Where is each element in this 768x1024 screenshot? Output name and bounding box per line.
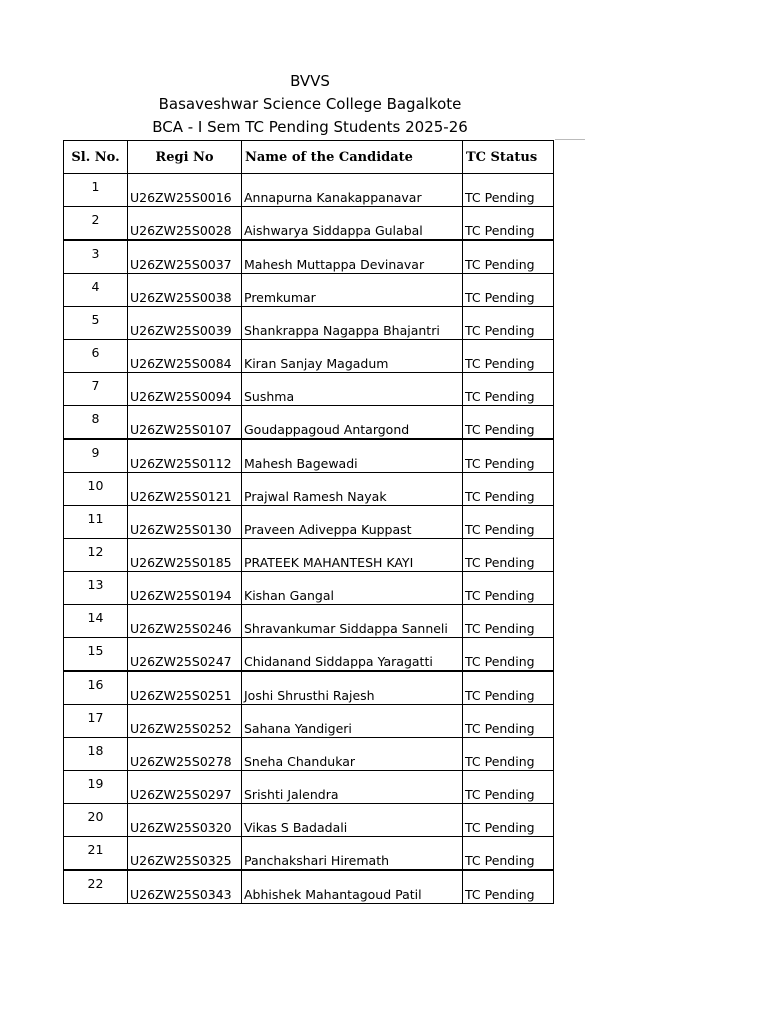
table-row	[64, 671, 554, 705]
sl-no-cell: 16	[64, 671, 128, 705]
candidate-name-cell: Prajwal Ramesh Nayak	[242, 473, 463, 506]
regi-no-cell: U26ZW25S0194	[128, 572, 242, 605]
tc-status-cell: TC Pending	[463, 506, 554, 539]
candidate-name-cell: Praveen Adiveppa Kuppast	[242, 506, 463, 539]
candidate-name-cell: Kiran Sanjay Magadum	[242, 340, 463, 373]
tc-status-cell: TC Pending	[463, 705, 554, 738]
candidate-name-cell: Panchakshari Hiremath	[242, 837, 463, 871]
header-rule	[555, 139, 585, 140]
candidate-name-cell: Shravankumar Siddappa Sanneli	[242, 605, 463, 638]
column-header-tc-status: TC Status	[463, 141, 554, 174]
sl-no-cell: 4	[64, 274, 128, 307]
table-row	[64, 705, 554, 738]
sl-no-cell: 8	[64, 406, 128, 440]
sl-no-cell: 6	[64, 340, 128, 373]
tc-status-cell: TC Pending	[463, 837, 554, 871]
sl-no-cell: 2	[64, 207, 128, 241]
regi-no-cell: U26ZW25S0039	[128, 307, 242, 340]
regi-no-cell: U26ZW25S0246	[128, 605, 242, 638]
tc-pending-table	[63, 140, 554, 904]
candidate-name-cell: Chidanand Siddappa Yaragatti	[242, 638, 463, 672]
regi-no-cell: U26ZW25S0297	[128, 771, 242, 804]
sl-no-cell: 15	[64, 638, 128, 672]
tc-status-cell: TC Pending	[463, 174, 554, 207]
sl-no-cell: 7	[64, 373, 128, 406]
table-row	[64, 638, 554, 672]
regi-no-cell: U26ZW25S0278	[128, 738, 242, 771]
table-row	[64, 870, 554, 904]
candidate-name-cell: Sneha Chandukar	[242, 738, 463, 771]
sl-no-cell: 17	[64, 705, 128, 738]
tc-status-cell: TC Pending	[463, 240, 554, 274]
column-header-candidate-name: Name of the Candidate	[242, 141, 463, 174]
tc-status-cell: TC Pending	[463, 804, 554, 837]
regi-no-cell: U26ZW25S0251	[128, 671, 242, 705]
regi-no-cell: U26ZW25S0037	[128, 240, 242, 274]
regi-no-cell: U26ZW25S0028	[128, 207, 242, 241]
table-row	[64, 307, 554, 340]
table-row	[64, 539, 554, 572]
sl-no-cell: 14	[64, 605, 128, 638]
sl-no-cell: 18	[64, 738, 128, 771]
table-row	[64, 506, 554, 539]
candidate-name-cell: Kishan Gangal	[242, 572, 463, 605]
table-row	[64, 837, 554, 871]
regi-no-cell: U26ZW25S0112	[128, 439, 242, 473]
sl-no-cell: 1	[64, 174, 128, 207]
table-row	[64, 804, 554, 837]
regi-no-cell: U26ZW25S0343	[128, 870, 242, 904]
candidate-name-cell: Annapurna Kanakappanavar	[242, 174, 463, 207]
regi-no-cell: U26ZW25S0094	[128, 373, 242, 406]
table-row	[64, 439, 554, 473]
table-row	[64, 207, 554, 241]
table-row	[64, 174, 554, 207]
candidate-name-cell: Srishti Jalendra	[242, 771, 463, 804]
table-row	[64, 605, 554, 638]
table-row	[64, 373, 554, 406]
regi-no-cell: U26ZW25S0016	[128, 174, 242, 207]
tc-status-cell: TC Pending	[463, 738, 554, 771]
sl-no-cell: 21	[64, 837, 128, 871]
candidate-name-cell: Vikas S Badadali	[242, 804, 463, 837]
column-header-sl-no: Sl. No.	[64, 141, 128, 174]
candidate-name-cell: Joshi Shrusthi Rajesh	[242, 671, 463, 705]
candidate-name-cell: Aishwarya Siddappa Gulabal	[242, 207, 463, 241]
document-header	[0, 70, 620, 139]
regi-no-cell: U26ZW25S0252	[128, 705, 242, 738]
tc-status-cell: TC Pending	[463, 439, 554, 473]
table-row	[64, 406, 554, 440]
tc-status-cell: TC Pending	[463, 473, 554, 506]
college-name: Basaveshwar Science College Bagalkote	[158, 95, 462, 113]
table-row	[64, 771, 554, 804]
candidate-name-cell: PRATEEK MAHANTESH KAYI	[242, 539, 463, 572]
sl-no-cell: 5	[64, 307, 128, 340]
tc-status-cell: TC Pending	[463, 207, 554, 241]
tc-status-cell: TC Pending	[463, 539, 554, 572]
candidate-name-cell: Premkumar	[242, 274, 463, 307]
sl-no-cell: 13	[64, 572, 128, 605]
sl-no-cell: 20	[64, 804, 128, 837]
candidate-name-cell: Abhishek Mahantagoud Patil	[242, 870, 463, 904]
tc-status-cell: TC Pending	[463, 406, 554, 440]
table-row	[64, 738, 554, 771]
table-header-row	[64, 141, 554, 174]
tc-status-cell: TC Pending	[463, 638, 554, 672]
candidate-name-cell: Mahesh Muttappa Devinavar	[242, 240, 463, 274]
table-row	[64, 572, 554, 605]
tc-status-cell: TC Pending	[463, 771, 554, 804]
sl-no-cell: 9	[64, 439, 128, 473]
candidate-name-cell: Sushma	[242, 373, 463, 406]
regi-no-cell: U26ZW25S0084	[128, 340, 242, 373]
tc-status-cell: TC Pending	[463, 605, 554, 638]
candidate-name-cell: Shankrappa Nagappa Bhajantri	[242, 307, 463, 340]
table-row	[64, 473, 554, 506]
column-header-regi-no: Regi No	[128, 141, 242, 174]
candidate-name-cell: Mahesh Bagewadi	[242, 439, 463, 473]
tc-status-cell: TC Pending	[463, 373, 554, 406]
sl-no-cell: 19	[64, 771, 128, 804]
candidate-name-cell: Sahana Yandigeri	[242, 705, 463, 738]
sl-no-cell: 22	[64, 870, 128, 904]
regi-no-cell: U26ZW25S0038	[128, 274, 242, 307]
tc-status-cell: TC Pending	[463, 340, 554, 373]
tc-status-cell: TC Pending	[463, 307, 554, 340]
tc-status-cell: TC Pending	[463, 274, 554, 307]
tc-status-cell: TC Pending	[463, 870, 554, 904]
regi-no-cell: U26ZW25S0121	[128, 473, 242, 506]
table-row	[64, 340, 554, 373]
sl-no-cell: 10	[64, 473, 128, 506]
sl-no-cell: 12	[64, 539, 128, 572]
sl-no-cell: 3	[64, 240, 128, 274]
regi-no-cell: U26ZW25S0185	[128, 539, 242, 572]
regi-no-cell: U26ZW25S0320	[128, 804, 242, 837]
regi-no-cell: U26ZW25S0130	[128, 506, 242, 539]
table-row	[64, 274, 554, 307]
org-name: BVVS	[290, 72, 330, 90]
regi-no-cell: U26ZW25S0107	[128, 406, 242, 440]
sl-no-cell: 11	[64, 506, 128, 539]
table-body	[64, 174, 554, 904]
tc-status-cell: TC Pending	[463, 671, 554, 705]
regi-no-cell: U26ZW25S0325	[128, 837, 242, 871]
list-title: BCA - I Sem TC Pending Students 2025-26	[152, 118, 468, 136]
regi-no-cell: U26ZW25S0247	[128, 638, 242, 672]
candidate-name-cell: Goudappagoud Antargond	[242, 406, 463, 440]
tc-status-cell: TC Pending	[463, 572, 554, 605]
table-row	[64, 240, 554, 274]
